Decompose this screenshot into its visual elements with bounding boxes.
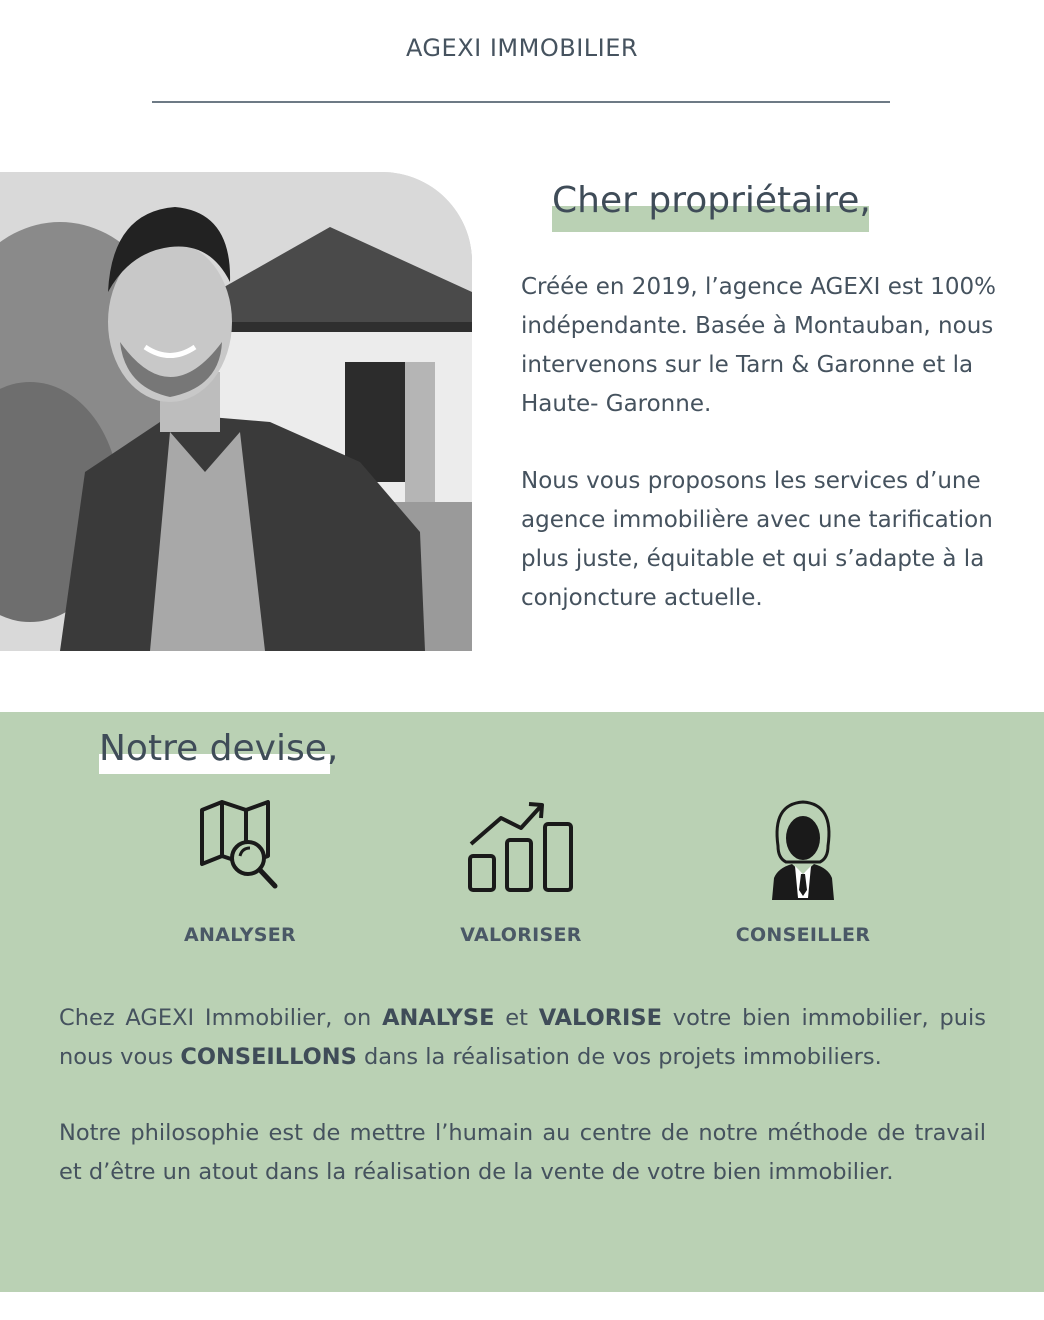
agent-photo (0, 172, 472, 651)
motto-text (59, 999, 986, 1229)
motto-heading (99, 728, 338, 769)
feature-label-analyser: ANALYSER (184, 924, 296, 946)
intro-paragraph-1: Créée en 2019, l’agence AGEXI est 100% indépendante. Basée à Montauban, nous intervenons sur le Tarn & Garonne et la Haute- Garonne. (521, 274, 996, 417)
feature-analyser (140, 800, 340, 946)
motto-title: Notre devise, (99, 728, 339, 769)
growth-chart-icon (467, 800, 575, 892)
map-magnifier-icon (200, 800, 280, 892)
emphasis-valorise: VALORISE (538, 1005, 662, 1031)
brand-title: AGEXI IMMOBILIER (405, 34, 639, 62)
motto-paragraph-2: Notre philosophie est de mettre l’humain au centre de notre méthode de travail et d’être un atout dans la réalisation de la vente de votre bien immobilier. (59, 1120, 986, 1185)
intro-text (521, 268, 1011, 656)
header-divider (152, 101, 890, 103)
emphasis-conseillons: CONSEILLONS (180, 1043, 357, 1070)
intro-paragraph-2: Nous vous proposons les services d’une agence immobilière avec une tarification plus juste, équitable et qui s’adapte à la conjoncture actuelle. (521, 468, 993, 611)
feature-label-valoriser: VALORISER (460, 924, 582, 946)
feature-valoriser (421, 800, 621, 946)
emphasis-analyse: ANALYSE (382, 1005, 495, 1031)
intro-heading (552, 180, 871, 221)
intro-title: Cher propriétaire, (552, 180, 871, 221)
feature-label-conseiller: CONSEILLER (735, 924, 871, 946)
advisor-icon (768, 800, 838, 902)
feature-conseiller (703, 800, 903, 946)
motto-paragraph-1: Chez AGEXI Immobilier, on ANALYSE et VALORISE votre bien immobilier, puis nous vous CONSEILLONS dans la réalisation de vos projets immobiliers. (59, 1005, 986, 1070)
